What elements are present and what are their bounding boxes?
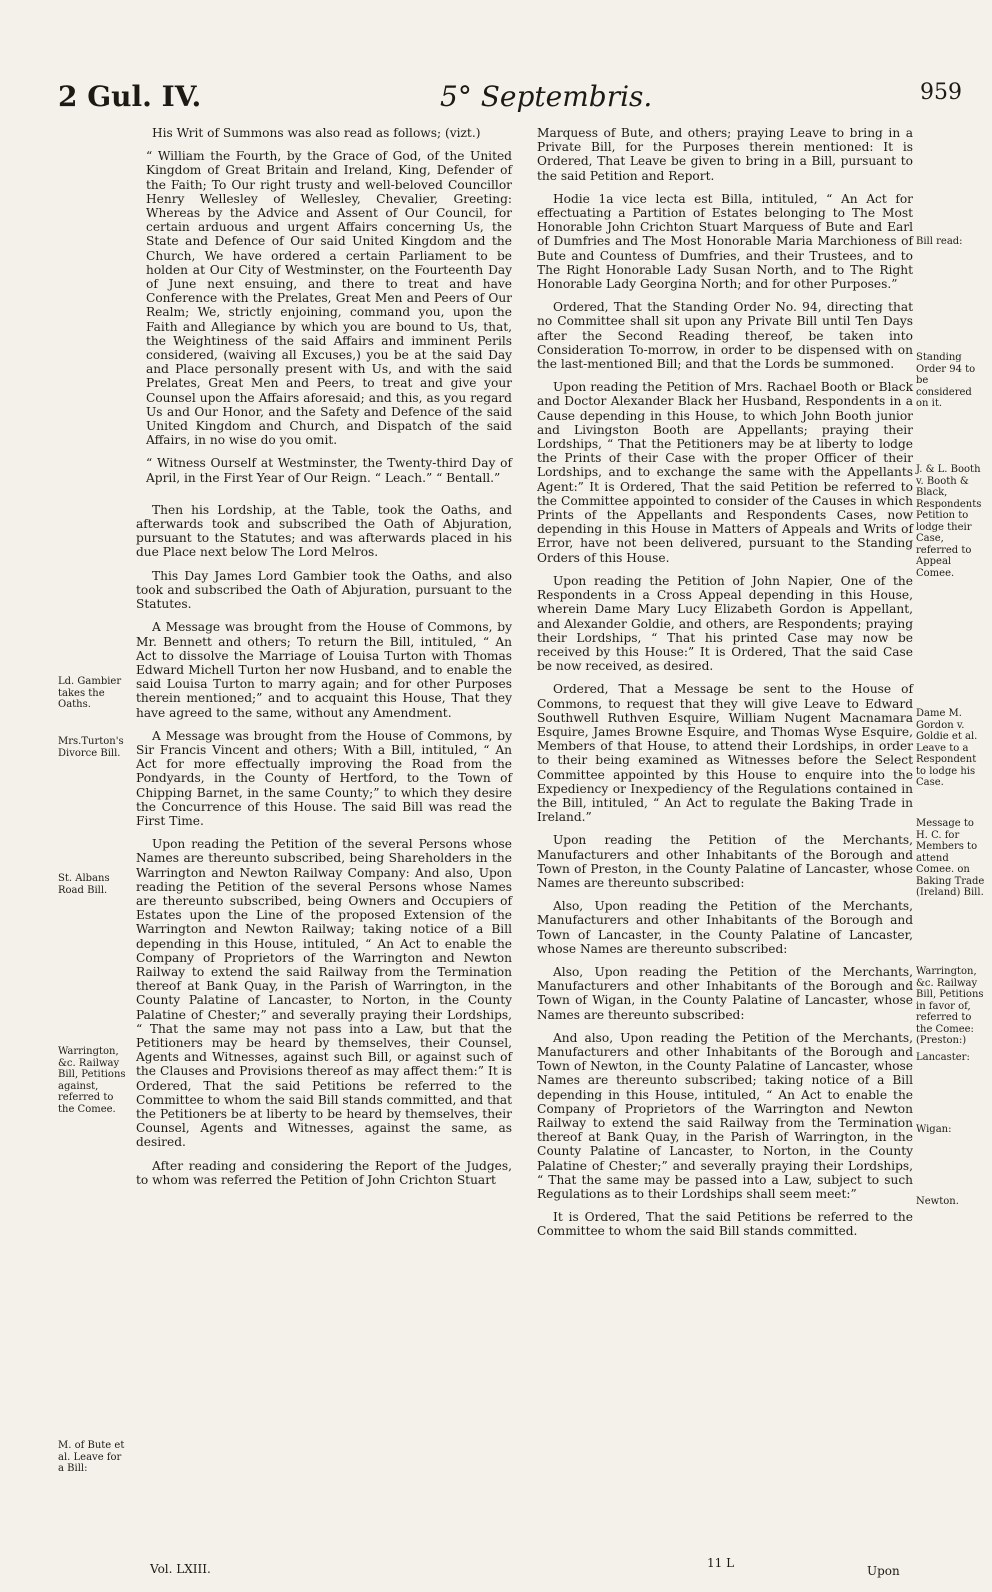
paragraph: Marquess of Bute, and others; praying Leave to bring in a Private Bill, for the Purposes therein mentioned: It is Ordered, That Leave be given to bring in a Bill, pursuant to the said Petition and Report. — [537, 126, 913, 183]
paragraph: This Day James Lord Gambier took the Oaths, and also took and subscribed the Oath of Abjuration, pursuant to the Statutes. — [136, 568, 512, 612]
margin-note: St. Albans Road Bill. — [58, 873, 110, 896]
regnal-year: 2 Gul. IV. — [58, 80, 202, 113]
margin-note: Mrs.Turton's Divorce Bill. — [58, 736, 124, 759]
paragraph: Hodie 1a vice lecta est Billa, intituled, “ An Act for effectuating a Partition of Estates belonging to The Most Honorable John Crichton Stuart Marquess of Bute and Earl of Dumfries and The Most Honorable Maria Marchioness of Bute and Countess of Dumfries, and their Trustees, and to The Right Honorable Lady Susan North, and to The Right Honorable Lady Georgina North; and for other Purposes.” — [537, 191, 913, 292]
paragraph: A Message was brought from the House of Commons, by Mr. Bennett and others; To return the Bill, intituled, “ An Act to dissolve the Marriage of Louisa Turton with Thomas Edward Michell Turton her now Husband, and to enable the said Louisa Turton to marry again; and for other Purposes therein mentioned;” and to acquaint this House, That they have agreed to the same, without any Amendment. — [136, 620, 512, 720]
margin-note: Message to H. C. for Members to attend Comee. on Baking Trade (Ireland) Bill. — [916, 818, 985, 898]
writ-text: “ William the Fourth, by the Grace of God, of the United Kingdom of Great Britain and Ireland, King, Defender of the Faith; To Our right trusty and well-beloved Councillor Henry Wellesley of Wellesley, Chevalier, Greeting: Whereas by the Advice and Assent of Our Council, for certain arduous and urgent Affairs concerning Us, the State and Defence of Our said United Kingdom and the Church, We have ordered a certain Parliament to be holden at Our City of Westminster, on the Fourteenth Day of June next ensuing, and there to treat and have Conference with the Prelates, Great Men and Peers of Our Realm; We, strictly enjoining, command you, upon the Faith and Allegiance by which you are bound to Us, that, the Weightiness of the said Affairs and imminent Perils considered, (waiving all Excuses,) you be at the said Day and Place personally present with Us, and with the said Prelates, Great Men and Peers, to treat and give your Counsel upon the Affairs aforesaid; and this, as you regard Us and Our Honor, and the Safety and Defence of the said United Kingdom and Church, and Dispatch of the said Affairs, in no wise do you omit. — [146, 149, 512, 448]
margin-note: Lancaster: — [916, 1052, 970, 1063]
paragraph: Ordered, That a Message be sent to the House of Commons, to request that they will give Leave to Edward Southwell Ruthven Esquire, William Nugent Macnamara Esquire, James Browne Esquire, and Thomas Wyse Esquire, Members of that House, to attend their Lordships, in order to their being examined as Witnesses before the Select Committee appointed by this House to enquire into the Expediency or Inexpediency of the Regulations contained in the Bill, intituled, “ An Act to regulate the Baking Trade in Ireland.” — [537, 682, 913, 825]
paragraph: Upon reading the Petition of John Napier, One of the Respondents in a Cross Appeal depending in this House, wherein Dame Mary Lucy Elizabeth Gordon is Appellant, and Alexander Goldie, and others, are Respondents; praying their Lordships, “ That his printed Case may now be received by this House:” It is Ordered, That the said Case be now received, as desired. — [537, 573, 913, 674]
margin-note: J. & L. Booth v. Booth & Black, Respondents Petition to lodge their Case, referred to Appeal Comee. — [916, 464, 982, 579]
paragraph: It is Ordered, That the said Petitions be referred to the Committee to whom the said Bill stands committed. — [537, 1210, 913, 1239]
margin-note: Bill read: — [916, 236, 963, 247]
margin-note: Standing Order 94 to be considered on it. — [916, 352, 976, 409]
paragraph: Also, Upon reading the Petition of the Merchants, Manufacturers and other Inhabitants of the Borough and Town of Wigan, in the County Palatine of Lancaster, whose Names are thereunto subscribed: — [537, 964, 913, 1022]
page-number: 959 — [920, 80, 962, 105]
signature-mark: 11 L — [707, 1556, 735, 1570]
margin-note: M. of Bute et al. Leave for a Bill: — [58, 1440, 125, 1474]
left-column — [136, 126, 512, 1196]
paragraph: Upon reading the Petition of the several Persons whose Names are thereunto subscribed, being Shareholders in the Warrington and Newton Railway Company: And also, Upon reading the Petition of the several Persons whose Names are thereunto subscribed, being Owners and Occupiers of Estates upon the Line of the proposed Extension of the Warrington and Newton Railway; taking notice of a Bill depending in this House, intituled, “ An Act to enable the Company of Proprietors of the Warrington and Newton Railway to extend the said Railway from the Termination thereof at Bank Quay, in the Parish of Warrington, in the County Palatine of Lancaster, to Norton, in the County Palatine of Chester;” and severally praying their Lordships, “ That the same may not pass into a Law, but that the Petitioners may be heard by themselves, their Counsel, Agents and Witnesses, against such Bill, or against such of the Clauses and Provisions thereof as may affect them:” It is Ordered, That the said Petitions be referred to the Committee to whom the said Bill stands committed, and that the Petitioners be at liberty to be heard by themselves, their Counsel, Agents and Witnesses, against the same, as desired. — [136, 837, 513, 1150]
page-header — [0, 70, 992, 120]
paragraph: And also, Upon reading the Petition of the Merchants, Manufacturers and other Inhabitants of the Borough and Town of Newton, in the County Palatine of Lancaster, whose Names are thereunto subscribed; taking notice of a Bill depending in this House, intituled, “ An Act to enable the Company of Proprietors of the Warrington and Newton Railway to extend the said Railway from the Termination thereof at Bank Quay, in the Parish of Warrington, in the County Palatine of Lancaster, to Norton, in the County Palatine of Chester;” and severally praying their Lordships, “ That the same may be passed into a Law, subject to such Regulations as to their Lordships shall seem meet:” — [537, 1030, 913, 1202]
margin-note: Ld. Gambier takes the Oaths. — [58, 676, 122, 710]
paragraph: His Writ of Summons was also read as follows; (vizt.) — [152, 126, 481, 140]
writ-witness: “ Witness Ourself at Westminster, the Twenty-third Day of April, in the First Year of Our Reign. “ Leach.” “ Bentall.” — [146, 456, 512, 485]
margin-note: Wigan: — [916, 1124, 952, 1135]
paragraph: Upon reading the Petition of Mrs. Rachael Booth or Black and Doctor Alexander Black her Husband, Respondents in a Cause depending in this House, to which John Booth junior and Livingston Booth are Appellants; praying their Lordships, “ That the Petitioners may be at liberty to lodge the Prints of their Case with the proper Officer of their Lordships, and to exchange the same with the Appellants Agent:” It is Ordered, That the said Petition be referred to the Committee appointed to consider of the Causes in which Prints of the Appellants and Respondents Cases, now depending in this House in Matters of Appeals and Writs of Error, have not been delivered, pursuant to the Standing Orders of this House. — [537, 380, 913, 565]
volume-label: Vol. LXIII. — [150, 1562, 211, 1576]
margin-note: Warrington, &c. Railway Bill, Petitions in favor of, referred to the Comee: (Preston:) — [916, 966, 984, 1046]
paragraph: Upon reading the Petition of the Merchants, Manufacturers and other Inhabitants of the Borough and Town of Preston, in the County Palatine of Lancaster, whose Names are thereunto subscribed: — [537, 833, 913, 890]
margin-note: Newton. — [916, 1196, 959, 1207]
catchword: Upon — [867, 1564, 900, 1578]
paragraph: After reading and considering the Report of the Judges, to whom was referred the Petition of John Crichton Stuart — [136, 1158, 512, 1187]
date-heading: 5° Septembris. — [440, 80, 653, 113]
margin-note: Dame M. Gordon v. Goldie et al. Leave to a Respondent to lodge his Case. — [916, 708, 978, 788]
paragraph: A Message was brought from the House of Commons, by Sir Francis Vincent and others; With a Bill, intituled, “ An Act for more effectually improving the Road from the Pondyards, in the County of Hertford, to the Town of Chipping Barnet, in the same County;” to which they desire the Concurrence of this House. The said Bill was read the First Time. — [136, 728, 512, 828]
paragraph: Also, Upon reading the Petition of the Merchants, Manufacturers and other Inhabitants of the Borough and Town of Lancaster, in the County Palatine of Lancaster, whose Names are thereunto subscribed: — [537, 899, 913, 956]
paragraph: Then his Lordship, at the Table, took the Oaths, and afterwards took and subscribed the Oath of Abjuration, pursuant to the Statutes; and was afterwards placed in his due Place next below The Lord Melros. — [136, 502, 512, 560]
margin-note: Warrington, &c. Railway Bill, Petitions against, referred to the Comee. — [58, 1046, 126, 1115]
right-column — [537, 126, 913, 1248]
paragraph: Ordered, That the Standing Order No. 94, directing that no Committee shall sit upon any Private Bill until Ten Days after the Second Reading thereof, be taken into Consideration To-morrow, in order to be dispensed with on the last-mentioned Bill; and that the Lords be summoned. — [537, 300, 913, 372]
